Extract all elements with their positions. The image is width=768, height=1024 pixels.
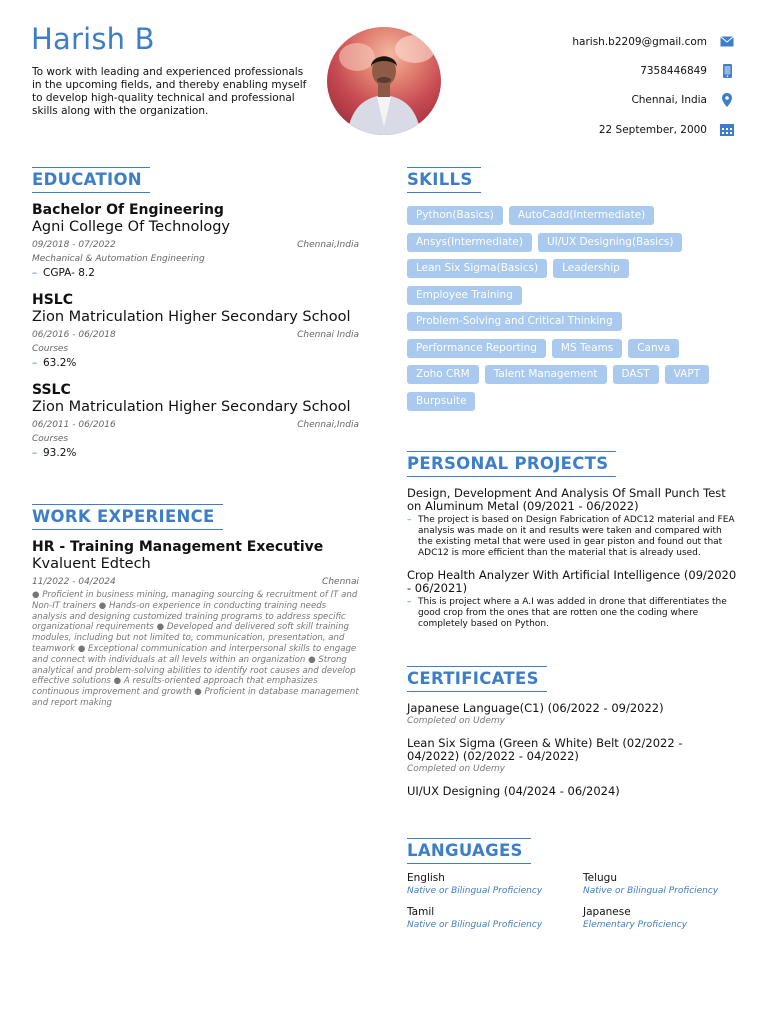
skill-chip: Ansys(Intermediate) [407,233,532,252]
language-entry [407,906,583,932]
language-name: Japanese [583,906,631,918]
certificate-entry [407,702,737,727]
education-dates: 06/2016 - 06/2018 [32,330,116,340]
language-entry [583,872,737,898]
education-bullet: – 93.2% [32,447,77,459]
skill-chip: Employee Training [407,286,522,305]
education-entry [32,292,359,370]
certificates-heading: CERTIFICATES [407,669,539,688]
education-degree: SSLC [32,382,71,398]
skill-chip: Canva [628,339,679,358]
education-school: Zion Matriculation Higher Secondary School [32,309,351,325]
candidate-name: Harish B [31,22,155,56]
phone-text: 7358446849 [640,64,707,77]
profile-photo-illustration [327,27,441,135]
skill-chip: Talent Management [485,365,607,384]
certificate-entry [407,785,737,799]
certificate-title: UI/UX Designing (04/2024 - 06/2024) [407,783,620,798]
skills-list [407,206,737,418]
education-meta [32,419,359,431]
education-note: Courses [32,434,69,444]
skill-chip: Leadership [553,259,629,278]
projects-list [407,487,737,630]
birthdate-text: 22 September, 2000 [598,123,707,136]
skill-chip: UI/UX Designing(Basics) [538,233,683,252]
education-location: Chennai,India [297,420,359,430]
skill-chip: Problem-Solving and Critical Thinking [407,312,622,331]
work-entry [32,539,359,709]
education-note: Mechanical & Automation Engineering [32,254,205,264]
languages-list [407,872,737,932]
projects-heading: PERSONAL PROJECTS [407,454,609,473]
certificate-title: Lean Six Sigma (Green & White) Belt (02/2022 - 04/2022) (02/2022 - 04/2022) [407,735,683,763]
project-entry [407,487,737,559]
certificate-title: Japanese Language(C1) (06/2022 - 09/2022) [407,701,664,715]
project-entry [407,569,737,630]
contact-location [474,86,734,115]
language-entry [583,906,737,932]
certificate-provider: Completed on Udemy [407,763,505,774]
contact-birthdate [474,115,734,144]
skill-chip: VAPT [665,365,709,384]
skill-chip: AutoCadd(Intermediate) [509,206,654,225]
work-description: ● Proficient in business mining, managing sourcing & recruitment of IT and Non-IT trainers ● Hands-on experience in conducting training needs analysis and designing customized training programs to address specific organizational requirements ● Developed and delivered soft skill training modules, including but not limited to, communication, presentation, and teamwork ● Exceptional communication and interpersonal skills to engage and connect with individuals at all levels within an organization ● Strong analytical and problem-solving abilities to identify root causes and develop effective solutions ● A results-oriented approach that emphasizes continuous improvement and growth ● Proficient in database management and report making [32,590,359,708]
project-bullet: – The project is based on Design Fabrication of ADC12 material and FEA analysis was made on it and results were taken and compared with the existing metal that were used in gear piston and found out that ADC12 is more efficient than the material that is already used. [407,515,735,558]
education-dates: 09/2018 - 07/2022 [32,240,116,250]
project-title: Crop Health Analyzer With Artificial Intelligence (09/2020 - 06/2021) [407,568,737,595]
education-location: Chennai India [297,330,359,340]
skill-chip: DAST [613,365,659,384]
location-icon [720,93,734,107]
skill-chip: Burpsuite [407,392,475,411]
contact-email[interactable] [474,27,734,56]
work-title: HR - Training Management Executive [32,539,324,555]
education-meta [32,329,359,341]
work-company: Kvaluent Edtech [32,556,151,572]
email-icon [720,35,734,49]
work-heading: WORK EXPERIENCE [32,507,215,526]
profile-photo [327,27,441,135]
calendar-icon [720,123,734,137]
skill-chip: Performance Reporting [407,339,546,358]
skill-chip: Lean Six Sigma(Basics) [407,259,547,278]
education-degree: HSLC [32,292,73,308]
education-dates: 06/2011 - 06/2016 [32,420,116,430]
education-school: Zion Matriculation Higher Secondary School [32,399,351,415]
location-text: Chennai, India [631,94,707,107]
language-name: Telugu [583,872,617,884]
education-entry [32,202,359,280]
skills-heading: SKILLS [407,170,473,189]
contact-phone [474,56,734,85]
skill-chip: Python(Basics) [407,206,503,225]
certificates-list [407,702,737,798]
languages-heading: LANGUAGES [407,841,523,860]
certificate-provider: Completed on Udemy [407,715,505,726]
contact-info [474,27,734,144]
language-level: Native or Bilingual Proficiency [407,920,543,930]
summary-text: To work with leading and experienced professionals in the upcoming fields, and thereby enabling myself to develop high-quality technical and professional skills along with the organization. [32,66,307,117]
skill-chip: MS Teams [552,339,622,358]
project-bullet: – This is project where a A.I was added in drone that differentiates the good crop from the ones that are rotten one the coding where completely based on Python. [407,597,727,629]
education-meta [32,239,359,251]
phone-icon [720,64,734,78]
language-level: Native or Bilingual Proficiency [583,886,719,896]
education-bullet: – CGPA- 8.2 [32,267,95,279]
education-school: Agni College Of Technology [32,219,231,235]
language-name: English [407,872,445,884]
language-entry [407,872,583,898]
education-location: Chennai,India [297,240,359,250]
education-list [32,202,359,460]
language-level: Native or Bilingual Proficiency [407,886,543,896]
work-location: Chennai [322,577,359,587]
certificate-entry [407,737,737,775]
education-entry [32,382,359,460]
education-heading: EDUCATION [32,170,142,189]
education-note: Courses [32,344,69,354]
work-meta [32,576,359,588]
language-level: Elementary Proficiency [583,920,688,930]
education-degree: Bachelor Of Engineering [32,202,224,218]
email-text[interactable]: harish.b2209@gmail.com [572,35,707,48]
education-bullet: – 63.2% [32,357,77,369]
skill-chip: Zoho CRM [407,365,479,384]
work-dates: 11/2022 - 04/2024 [32,577,116,587]
language-name: Tamil [407,906,435,918]
project-title: Design, Development And Analysis Of Small Punch Test on Aluminum Metal (09/2021 - 06/2022) [407,486,726,513]
